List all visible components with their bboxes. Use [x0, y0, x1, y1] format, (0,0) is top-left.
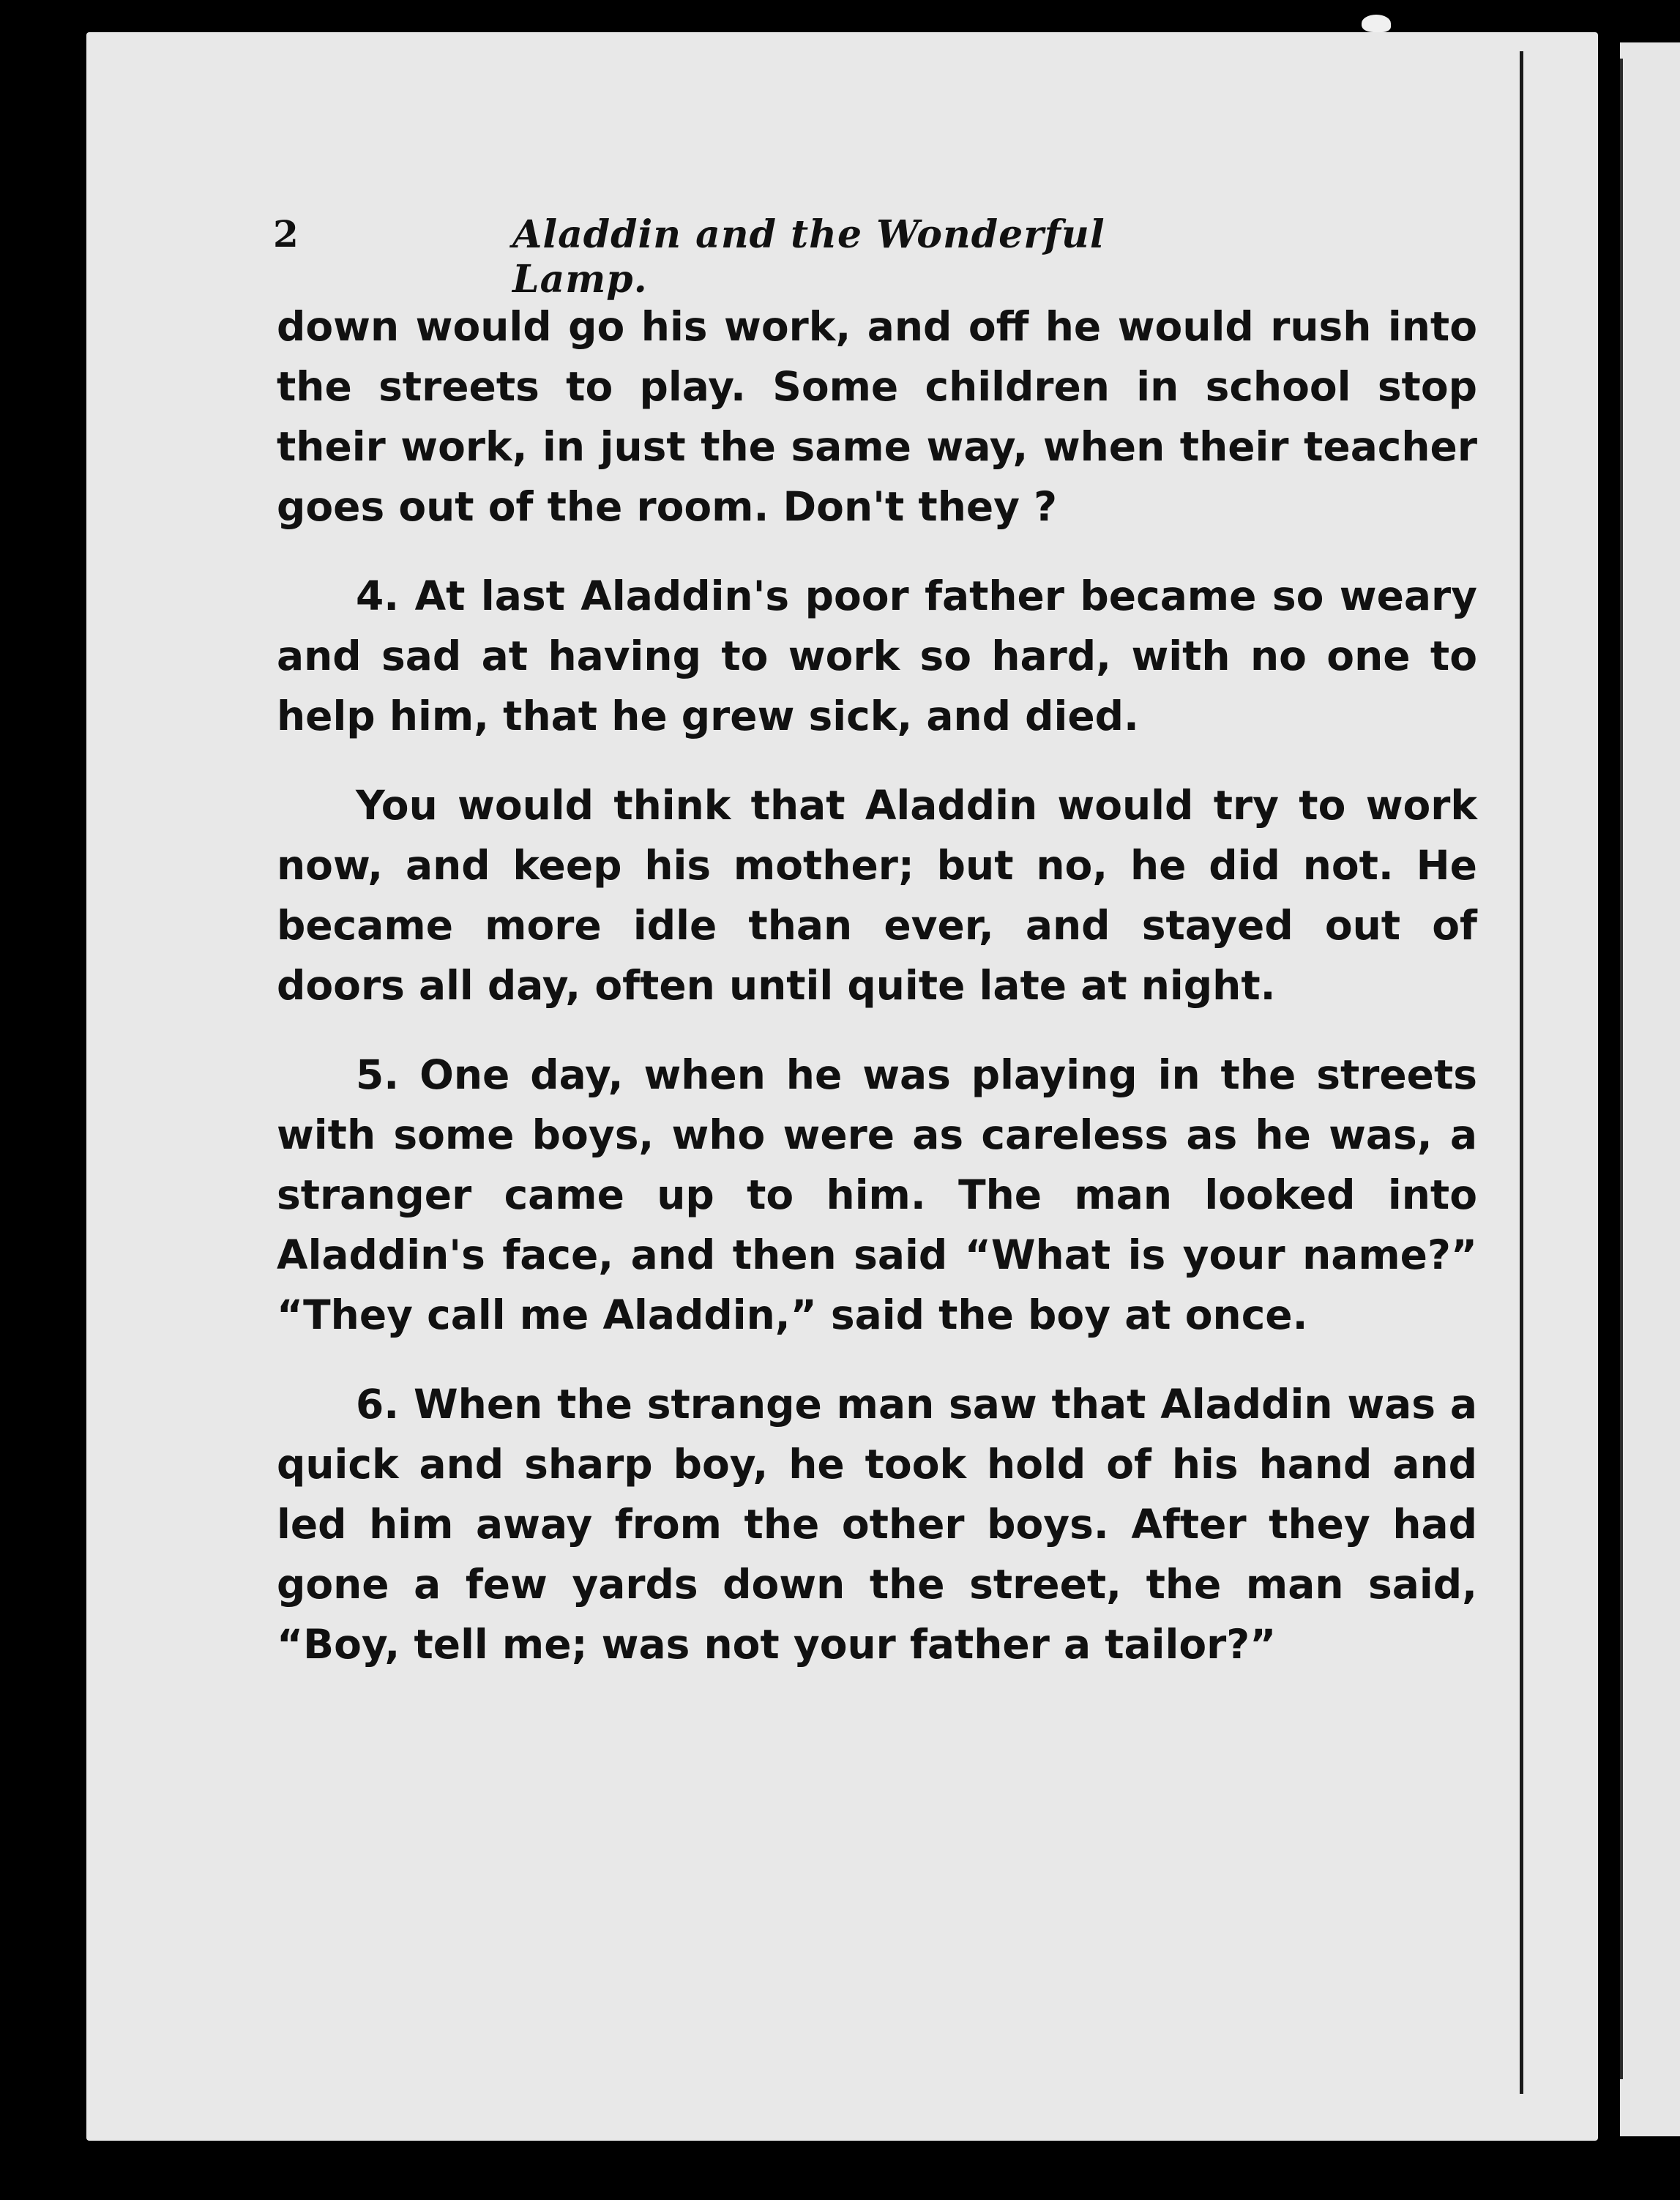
paragraph: down would go his work, and off he would rush into the streets to play. Some children in school stop their work, in just the same way, when their teacher goes out of the room. Don't they ? [277, 303, 1477, 530]
paragraph: You would think that Aladdin would try to work now, and keep his mother; but no, he did not. He became more idle than ever, and stayed out of doors all day, often until quite late at night. [277, 782, 1477, 1009]
running-title: Aladdin and the Wonderful Lamp. [512, 212, 1105, 302]
paragraph: 4. At last Aladdin's poor father became so weary and sad at having to work so hard, with no one to help him, that he grew sick, and died. [277, 573, 1477, 739]
scan-speck [1362, 15, 1391, 32]
page-number: 2 [273, 212, 299, 256]
paragraph: 6. When the strange man saw that Aladdin was a quick and sharp boy, he took hold of his hand and led him away from the other boys. After they had gone a few yards down the street, the man said, “Boy, tell me; was not your father a tailor?” [277, 1381, 1477, 1668]
adjacent-page-edge [1620, 42, 1680, 2136]
page-header [273, 212, 1247, 302]
body-text [277, 297, 1477, 1674]
adjacent-page-border [1620, 59, 1623, 2079]
page-gutter-line [1520, 51, 1523, 2094]
paragraph: 5. One day, when he was playing in the streets with some boys, who were as careless as he was, a stranger came up to him. The man looked into Aladdin's face, and then said “What is your name?” “They call me Aladdin,” said the boy at once. [277, 1051, 1477, 1338]
